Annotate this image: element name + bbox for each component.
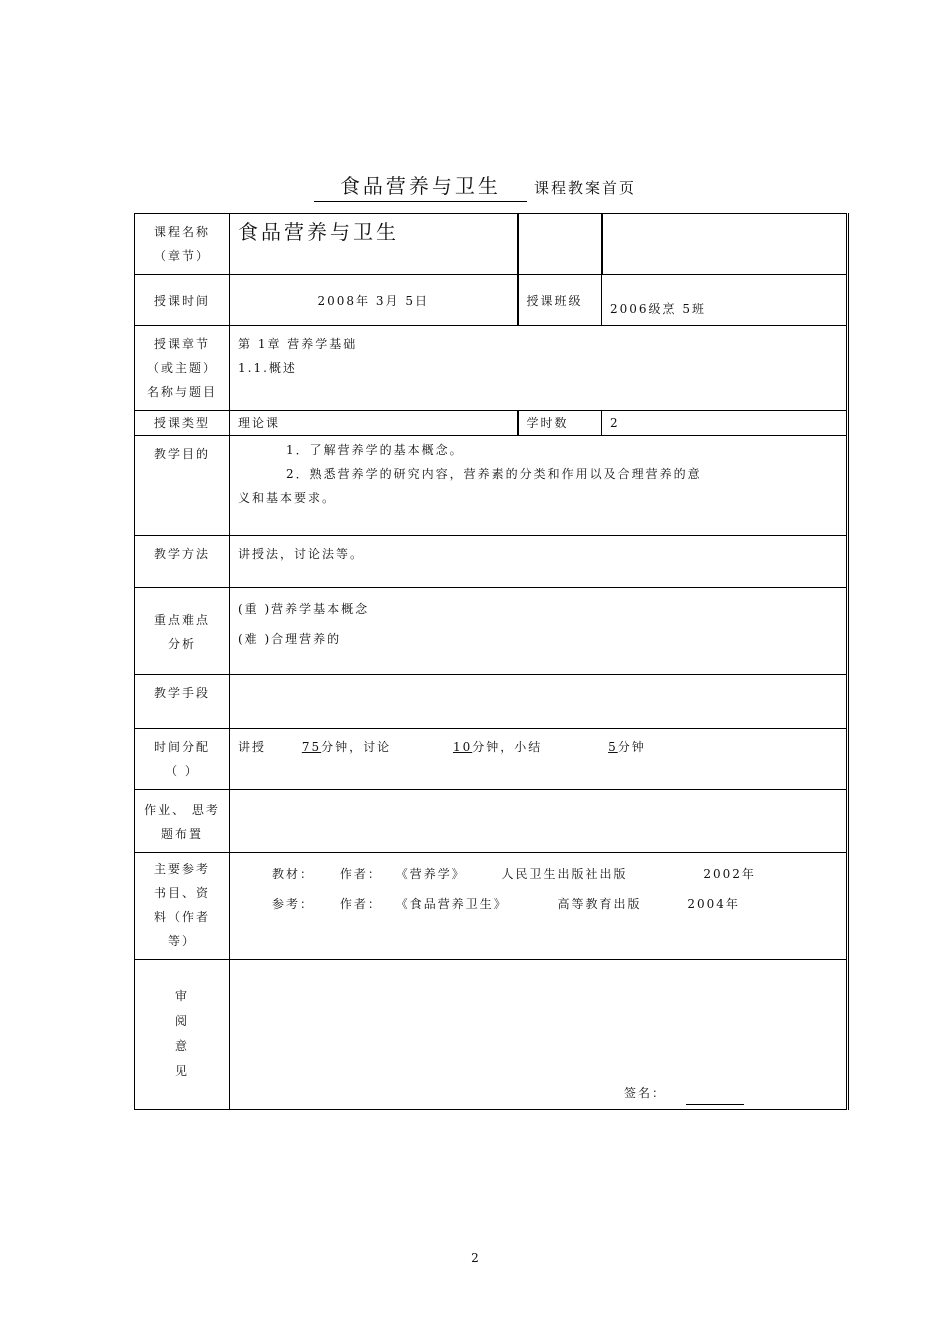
date-value: 2008年 3月 5日: [230, 275, 518, 326]
chapter-label: 授课章节 （或主题） 名称与题目: [135, 326, 230, 411]
hours-value: 2: [602, 411, 848, 436]
homework-label: 作业、 思考 题布置: [135, 790, 230, 853]
course-name-right-label: [518, 214, 602, 275]
key-value: [230, 588, 848, 675]
title-suffix: 课程教案首页: [534, 179, 637, 197]
key-line-2: (难 )合理营养的: [238, 632, 342, 646]
course-name-value: 食品营养与卫生: [230, 214, 518, 275]
time-summary-suffix: 分钟: [617, 740, 646, 754]
row-course-name: [135, 214, 848, 275]
row-review: [135, 960, 848, 1110]
time-summary-minutes: 5: [608, 740, 618, 754]
row-aids: [135, 675, 848, 729]
time-discussion-minutes: 10: [452, 740, 473, 754]
references-label: 主要参考 书目、资 料（作者 等）: [135, 853, 230, 960]
time-lecture-prefix: 讲授: [238, 740, 267, 754]
type-value: 理论课: [230, 411, 518, 436]
row-references: [135, 853, 848, 960]
aids-value: [230, 675, 848, 729]
page-title: [0, 170, 950, 202]
row-goal: [135, 436, 848, 536]
page-number: 2: [471, 1251, 479, 1265]
chapter-value: [230, 326, 848, 411]
lesson-plan-table: [134, 213, 849, 1110]
references-value: [230, 853, 848, 960]
chapter-line-1: 第 1章 营养学基础: [238, 337, 358, 351]
review-label: 审 阅 意 见: [135, 960, 230, 1110]
date-label: 授课时间: [135, 275, 230, 326]
goal-line-1: 1．了解营养学的基本概念。: [286, 443, 464, 457]
time-discussion-suffix: 分钟，小结: [472, 740, 543, 754]
row-key-points: [135, 588, 848, 675]
reference-line-1: 教材： 作者： 《营养学》 人民卫生出版社出版 2002年: [272, 867, 756, 881]
review-signature: [624, 1081, 744, 1105]
row-date: [135, 275, 848, 326]
hours-label: 学时数: [518, 411, 602, 436]
reference-line-2: 参考： 作者： 《食品营养卫生》 高等教育出版 2004年: [272, 897, 740, 911]
row-time: [135, 729, 848, 790]
aids-label: 教学手段: [135, 675, 230, 729]
signature-label: 签名：: [624, 1086, 667, 1100]
time-value: [230, 729, 848, 790]
method-label: 教学方法: [135, 536, 230, 588]
review-value: [230, 960, 848, 1110]
course-name-right-value: [602, 214, 848, 275]
time-label: 时间分配 （ ）: [135, 729, 230, 790]
chapter-line-2: 1.1.概述: [238, 361, 297, 375]
course-name-label: 课程名称 （章节）: [135, 214, 230, 275]
class-label: 授课班级: [518, 275, 602, 326]
row-type: [135, 411, 848, 436]
signature-line: [686, 1090, 744, 1105]
class-value: 2006级烹 5班: [602, 275, 848, 326]
course-title: 食品营养与卫生: [314, 170, 527, 202]
key-label: 重点难点 分析: [135, 588, 230, 675]
row-chapter: [135, 326, 848, 411]
row-homework: [135, 790, 848, 853]
homework-value: [230, 790, 848, 853]
goal-value: [230, 436, 848, 536]
method-value: 讲授法，讨论法等。: [230, 536, 848, 588]
time-lecture-minutes: 75: [301, 740, 322, 754]
goal-label: 教学目的: [135, 436, 230, 536]
goal-line-3: 义和基本要求。: [238, 491, 337, 505]
time-lecture-suffix: 分钟，讨论: [321, 740, 392, 754]
key-line-1: (重 )营养学基本概念: [238, 602, 370, 616]
goal-line-2: 2．熟悉营养学的研究内容，营养素的分类和作用以及合理营养的意: [286, 467, 702, 481]
type-label: 授课类型: [135, 411, 230, 436]
row-method: [135, 536, 848, 588]
